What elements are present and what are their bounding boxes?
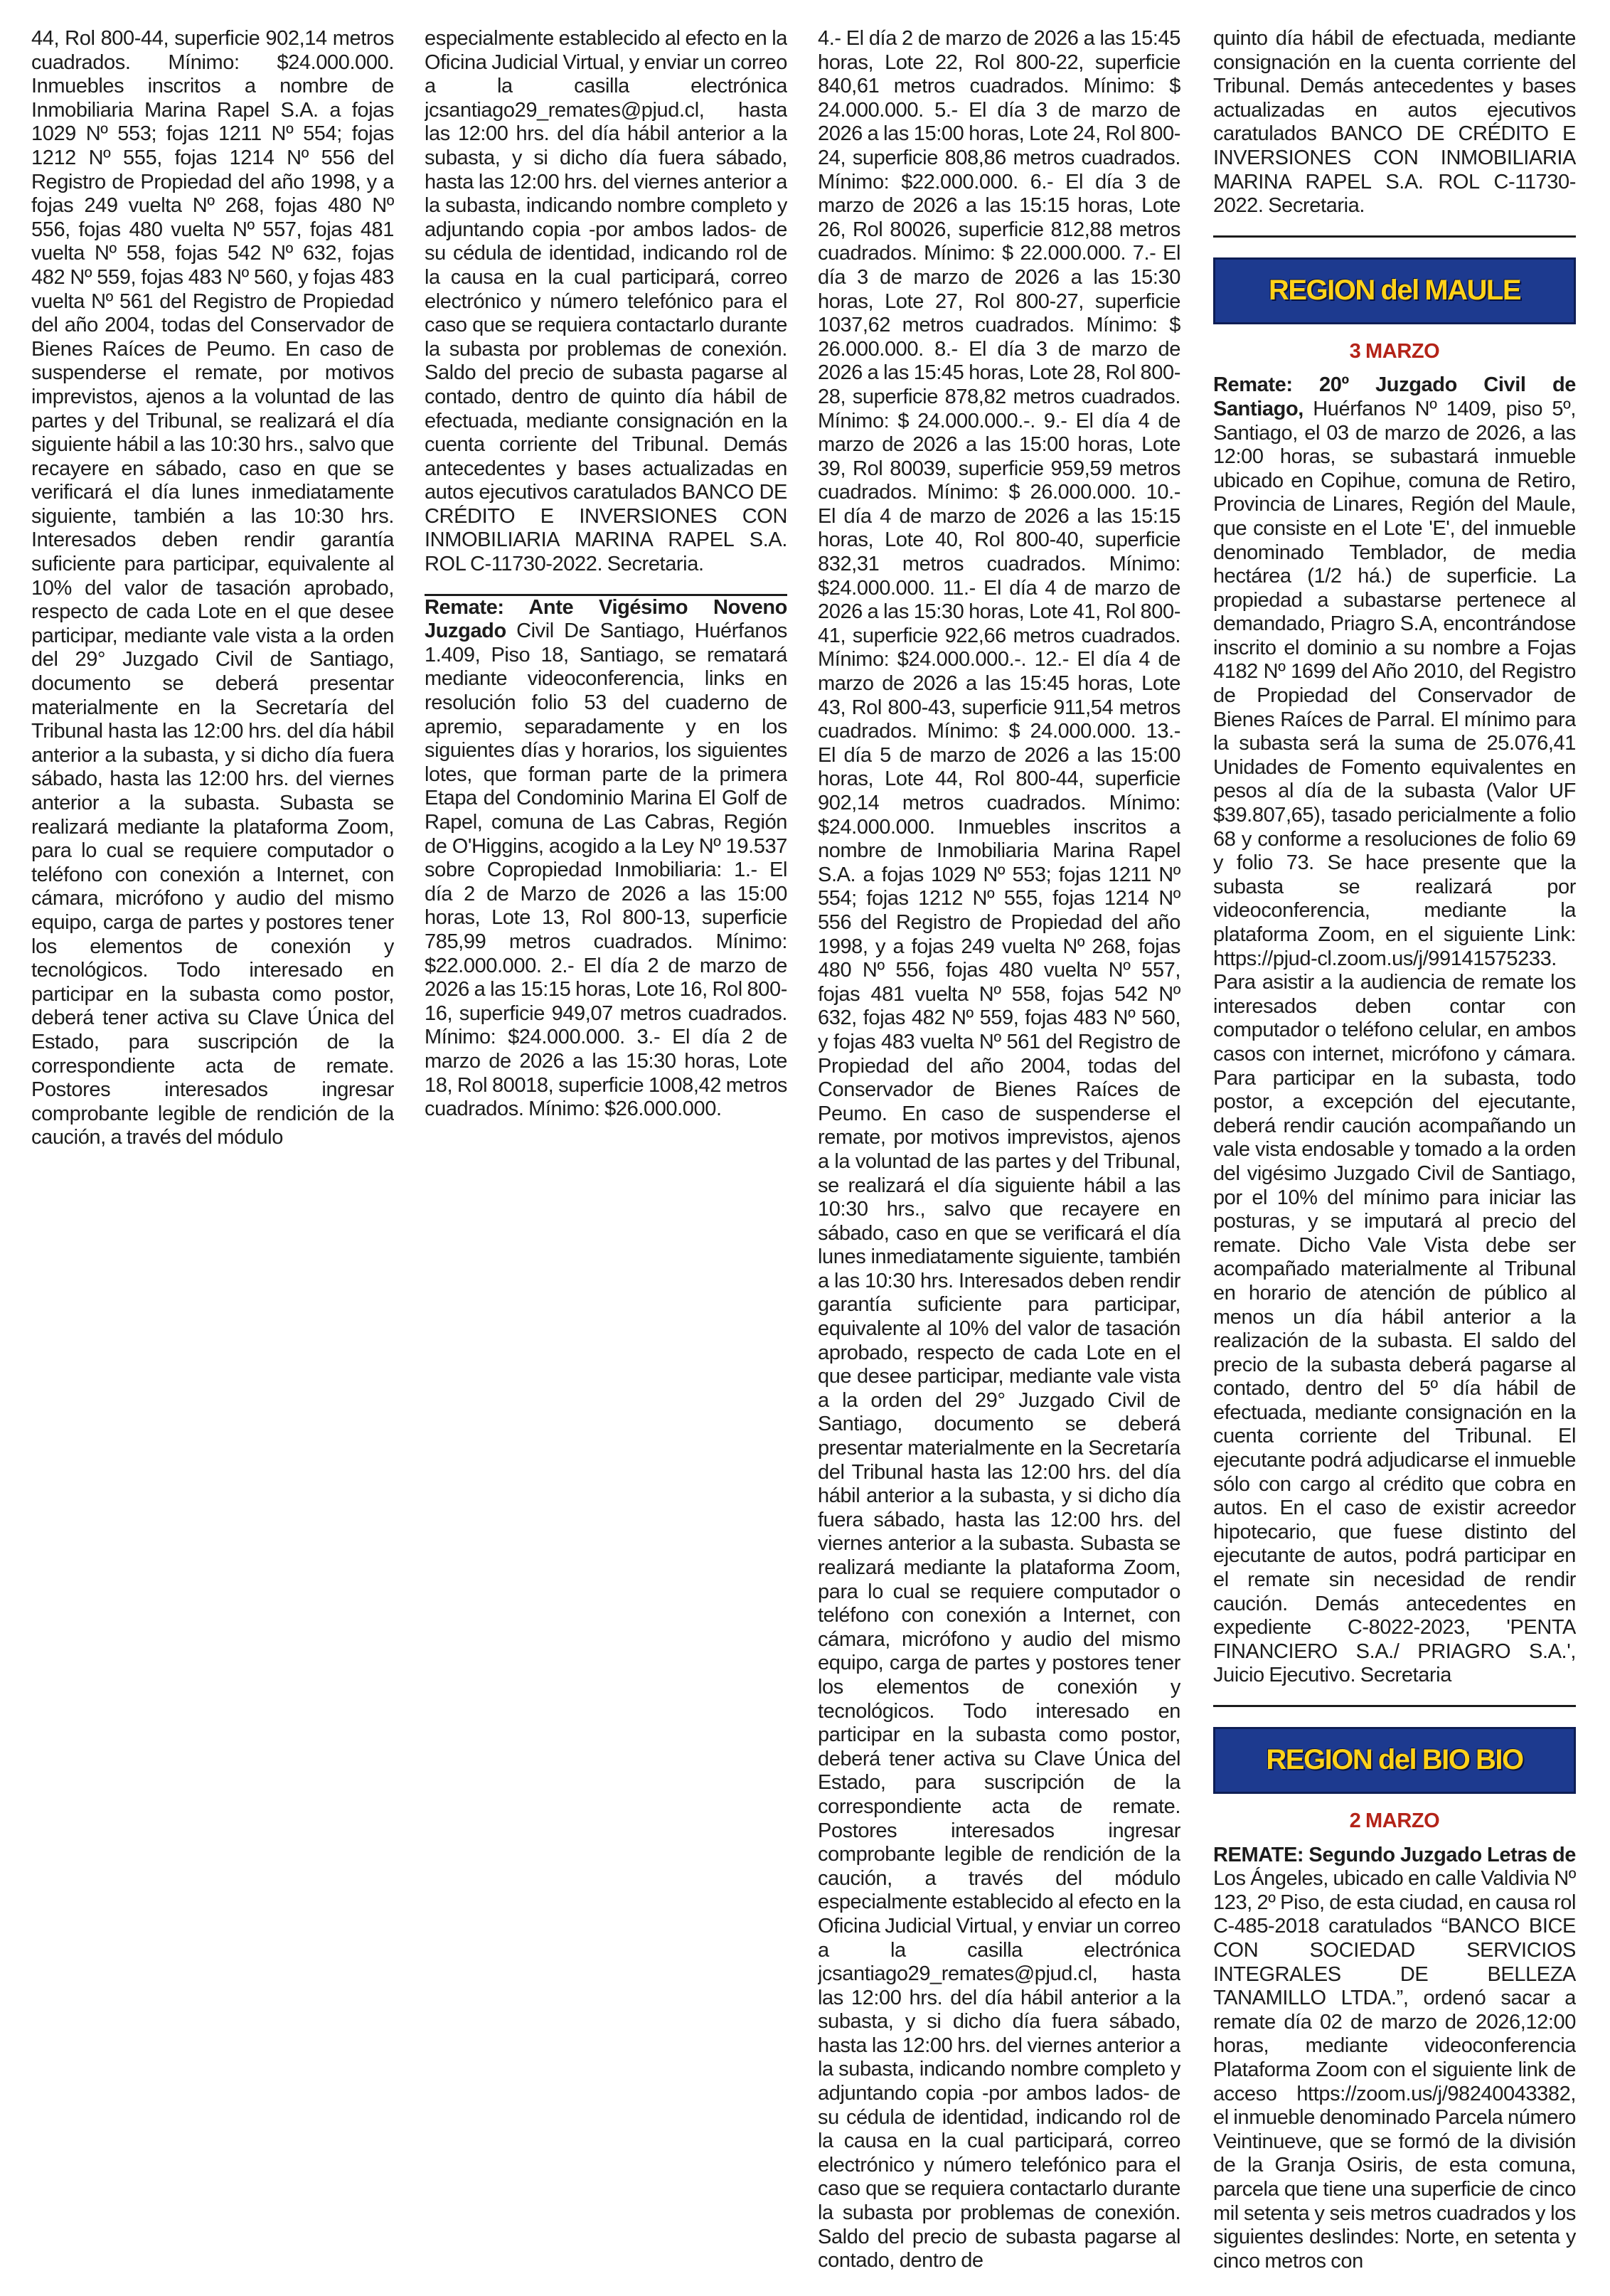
column-3 (818, 27, 1180, 2289)
region-banner-biobio (1213, 1727, 1576, 1794)
notice-lead: Remate: 20º Juzgado Civil de Santiago, (1213, 373, 1576, 420)
section-date: 2 MARZO (1349, 1809, 1440, 1832)
auction-notice-text: 44, Rol 800-44, superficie 902,14 metros cuadrados. Mínimo: $24.000.000. Inmuebles inscritos a nombre de Inmobiliaria Marina Rapel S.A. a fojas 1029 Nº 553; fojas 1211 Nº 554; fojas 1212 Nº 555, fojas 1214 Nº 556 del Registro de Propiedad del año 1998, y a fojas 249 vuelta Nº 268, fojas 480 Nº 556, fojas 480 vuelta Nº 557, fojas 481 vuelta Nº 558, fojas 542 Nº 632, fojas 482 Nº 559, fojas 483 Nº 560, y fojas 483 vuelta Nº 561 del Registro de Propiedad del año 2004, todas del Conservador de Bienes Raíces de Peumo. En caso de suspenderse el remate, por motivos imprevistos, ajenos a la voluntad de las partes y del Tribunal, se realizará el día siguiente hábil a las 10:30 hrs., salvo que recayere en sábado, caso en que se verificará el día lunes inmediatamente siguiente, también a las 10:30 hrs. Interesados deben rendir garantía suficiente para participar, equivalente al 10% del valor de tasación aprobado, respecto de cada Lote en el que desee participar, mediante vale vista a la orden del 29° Juzgado Civil de Santiago, documento se deberá presentar materialmente en la Secretaría del Tribunal hasta las 12:00 hrs. del día hábil anterior a la subasta, y si dicho día fuera sábado, hasta las 12:00 hrs. del viernes anterior a la subasta. Subasta se realizará mediante la plataforma Zoom, para lo cual se requiere computador o teléfono con conexión a Internet, con cámara, micrófono y audio del mismo equipo, carga de partes y postores tener los elementos de conexión y tecnológicos. Todo interesado en participar en la subasta como postor, deberá tener activa su Clave Única del Estado, para suscripción de la correspondiente acta de remate. Postores interesados ingresar comprobante legible de rendición de la caución, a través del módulo (31, 27, 394, 1149)
section-divider (1213, 235, 1576, 238)
auction-notice (1213, 373, 1576, 1688)
section-date: 3 MARZO (1349, 339, 1440, 363)
notice-lead: REMATE: Segundo Juzgado Letras de (1213, 1843, 1576, 1866)
auction-notice-text: quinto día hábil de efectuada, mediante consignación en la cuenta corriente del Tribunal. Demás antecedentes y bases actualizadas en autos ejecutivos caratulados BANCO DE CRÉDITO E INVERSIONES CON INMOBILIARIA MARINA RAPEL S.A. ROL C-11730-2022. Secretaria. (1213, 27, 1576, 218)
column-2 (425, 27, 787, 2289)
notice-lead: Remate: Ante Vigésimo Noveno Juzgado (425, 595, 787, 643)
column-1 (31, 27, 394, 2289)
notice-body: Civil De Santiago, Huérfanos 1.409, Piso 18, Santiago, se rematará mediante videoconferencia, links en resolución folio 53 del cuaderno de apremio, separadamente y en los siguientes días y horarios, los siguientes lotes, que forman parte de la primera Etapa del Condominio Marina El Golf de Rapel, comuna de Las Cabras, Región de O'Higgins, acogido a la Ley Nº 19.537 sobre Copropiedad Inmobiliaria: 1.- El día 2 de Marzo de 2026 a las 15:00 horas, Lote 13, Rol 800-13, superficie 785,99 metros cuadrados. Mínimo: $22.000.000. 2.- El día 2 de marzo de 2026 a las 15:15 horas, Lote 16, Rol 800-16, superficie 949,07 metros cuadrados. Mínimo: $24.000.000. 3.- El día 2 de marzo de 2026 a las 15:30 horas, Lote 18, Rol 80018, superficie 1008,42 metros cuadrados. Mínimo: $26.000.000. (425, 620, 787, 1121)
region-banner-title: REGION del BIO BIO (1266, 1744, 1523, 1776)
notice-body: Huérfanos Nº 1409, piso 5º, Santiago, el 03 de marzo de 2026, a las 12:00 horas, se subastará inmueble ubicado en Copihue, comuna de Retiro, Provincia de Linares, Región del Maule, que consiste en el Lote 'E', del inmueble denominado Temblador, de media hectárea (1/2 há.) de superficie. La propiedad a subastarse pertenece al demandado, Priagro S.A, encontrándose inscrito el dominio a su nombre a Fojas 4182 Nº 1699 del Año 2010, del Registro de Propiedad del Conservador de Bienes Raíces de Parral. El mínimo para la subasta será la suma de 25.076,41 Unidades de Fomento equivalentes en pesos al día de la subasta (Valor UF $39.807,65), tasado pericialmente a folio 68 y conforme a resoluciones de folio 69 y folio 73. Se hace presente que la subasta se realizará por videoconferencia, mediante la plataforma Zoom, en el siguiente Link: https://pjud-cl.zoom.us/j/99141575233. Para asistir a la audiencia de remate los interesados deben contar con computador o teléfono celular, en ambos casos con internet, micrófono y cámara. Para participar en la subasta, todo postor, a excepción del ejecutante, deberá rendir caución acompañando un vale vista endosable y tomado a la orden del vigésimo Juzgado Civil de Santiago, por el 10% del mínimo para iniciar las posturas, y se imputará al precio del remate. Dicho Vale Vista debe ser acompañado materialmente al Tribunal en horario de atención de público al menos un día hábil anterior a la realización de la subasta. El saldo del precio de la subasta deberá pagarse al contado, dentro del 5º día hábil de efectuada, mediante consignación en la cuenta corriente del Tribunal. El ejecutante podrá adjudicarse el inmueble sólo con cargo al crédito que cobra en autos. En el caso de existir acreedor hipotecario, que fuese distinto del ejecutante de autos, podrá participar en el remate sin necesidad de rendir caución. Demás antecedentes en expediente C-8022-2023, 'PENTA FINANCIERO S.A./ PRIAGRO S.A.', Juicio Ejecutivo. Secretaria (1213, 397, 1576, 1687)
section-divider (1213, 1705, 1576, 1707)
region-banner-maule (1213, 257, 1576, 324)
column-4 (1213, 27, 1576, 2289)
auction-notice-text: 4.- El día 2 de marzo de 2026 a las 15:45 horas, Lote 22, Rol 800-22, superficie 840,61 metros cuadrados. Mínimo: $ 24.000.000. 5.- El día 3 de marzo de 2026 a las 15:00 horas, Lote 24, Rol 800-24, superficie 808,86 metros cuadrados. Mínimo: $22.000.000. 6.- El día 3 de marzo de 2026 a las 15:15 horas, Lote 26, Rol 80026, superficie 812,88 metros cuadrados. Mínimo: $ 22.000.000. 7.- El día 3 de marzo de 2026 a las 15:30 horas, Lote 27, Rol 800-27, superficie 1037,62 metros cuadrados. Mínimo: $ 26.000.000. 8.- El día 3 de marzo de 2026 a las 15:45 horas, Lote 28, Rol 800-28, superficie 878,82 metros cuadrados. Mínimo: $ 24.000.000.-. 9.- El día 4 de marzo de 2026 a las 15:00 horas, Lote 39, Rol 80039, superficie 959,59 metros cuadrados. Mínimo: $ 26.000.000. 10.- El día 4 de marzo de 2026 a las 15:15 horas, Lote 40, Rol 800-40, superficie 832,31 metros cuadrados. Mínimo: $24.000.000. 11.- El día 4 de marzo de 2026 a las 15:30 horas, Lote 41, Rol 800-41, superficie 922,66 metros cuadrados. Mínimo: $24.000.000.-. 12.- El día 4 de marzo de 2026 a las 15:45 horas, Lote 43, Rol 800-43, superficie 911,54 metros cuadrados. Mínimo: $ 24.000.000. 13.- El día 5 de marzo de 2026 a las 15:00 horas, Lote 44, Rol 800-44, superficie 902,14 metros cuadrados. Mínimo: $24.000.000. Inmuebles inscritos a nombre de Inmobiliaria Marina Rapel S.A. a fojas 1029 Nº 553; fojas 1211 Nº 554; fojas 1212 Nº 555, fojas 1214 Nº 556 del Registro de Propiedad del año 1998, y a fojas 249 vuelta Nº 268, fojas 480 Nº 556, fojas 480 vuelta Nº 557, fojas 481 vuelta Nº 558, fojas 542 Nº 632, fojas 482 Nº 559, fojas 483 Nº 560, y fojas 483 vuelta Nº 561 del Registro de Propiedad del año 2004, todas del Conservador de Bienes Raíces de Peumo. En caso de suspenderse el remate, por motivos imprevistos, ajenos a la voluntad de las partes y del Tribunal, se realizará el día siguiente hábil a las 10:30 hrs., salvo que recayere en sábado, caso en que se verificará el día lunes inmediatamente siguiente, también a las 10:30 hrs. Interesados deben rendir garantía suficiente para participar, equivalente al 10% del valor de tasación aprobado, respecto de cada Lote en el que desee participar, mediante vale vista a la orden del 29° Juzgado Civil de Santiago, documento se deberá presentar materialmente en la Secretaría del Tribunal hasta las 12:00 hrs. del día hábil anterior a la subasta, y si dicho día fuera sábado, hasta las 12:00 hrs. del viernes anterior a la subasta. Subasta se realizará mediante la plataforma Zoom, para lo cual se requiere computador o teléfono con conexión a Internet, con cámara, micrófono y audio del mismo equipo, carga de partes y postores tener los elementos de conexión y tecnológicos. Todo interesado en participar en la subasta como postor, deberá tener activa su Clave Única del Estado, para suscripción de la correspondiente acta de remate. Postores interesados ingresar comprobante legible de rendición de la caución, a través del módulo especialmente establecido al efecto en la Oficina Judicial Virtual, y enviar un correo a la casilla electrónica jcsantiago29_remates@pjud.cl, hasta las 12:00 hrs. del día hábil anterior a la subasta, y si dicho día fuera sábado, hasta las 12:00 hrs. del viernes anterior a la subasta, indicando nombre completo y adjuntando copia -por ambos lados- de su cédula de identidad, indicando rol de la causa en la cual participará, correo electrónico y número telefónico para el caso que se requiera contactarlo durante la subasta por problemas de conexión. Saldo del precio de subasta pagarse al contado, dentro de (818, 27, 1180, 2273)
auction-notice-text: especialmente establecido al efecto en la Oficina Judicial Virtual, y enviar un correo a la casilla electrónica jcsantiago29_remates@pjud.cl, hasta las 12:00 hrs. del día hábil anterior a la subasta, y si dicho día fuera sábado, hasta las 12:00 hrs. del viernes anterior a la subasta, indicando nombre completo y adjuntando copia -por ambos lados- de su cédula de identidad, indicando rol de la causa en la cual participará, correo electrónico y número telefónico para el caso que se requiera contactarlo durante la subasta por problemas de conexión. Saldo del precio de subasta pagarse al contado, dentro de quinto día hábil de efectuada, mediante consignación en la cuenta corriente del Tribunal. Demás antecedentes y bases actualizadas en autos ejecutivos caratulados BANCO DE CRÉDITO E INVERSIONES CON INMOBILIARIA MARINA RAPEL S.A. ROL C-11730-2022. Secretaria. (425, 27, 787, 576)
auction-notice (425, 596, 787, 1122)
notice-body: Los Ángeles, ubicado en calle Valdivia Nº 123, 2º Piso, de esta ciudad, en causa rol C-485-2018 caratulados “BANCO BICE CON SOCIEDAD SERVICIOS INTEGRALES DE BELLEZA TANAMILLO LTDA.”, ordenó sacar a remate día 02 de marzo de 2026,12:00 horas, mediante videoconferencia Plataforma Zoom con el siguiente link de acceso https://zoom.us/j/98240043382, el inmueble denominado Parcela número Veintinueve, que se formó de la división de la Granja Osiris, de esta comuna, parcela que tiene una superficie de cinco mil setenta y seis metros cuadrados y los siguientes deslindes: Norte, en setenta y cinco metros con (1213, 1867, 1576, 2273)
region-banner-title: REGION del MAULE (1268, 274, 1521, 306)
auction-notice (1213, 1844, 1576, 2274)
